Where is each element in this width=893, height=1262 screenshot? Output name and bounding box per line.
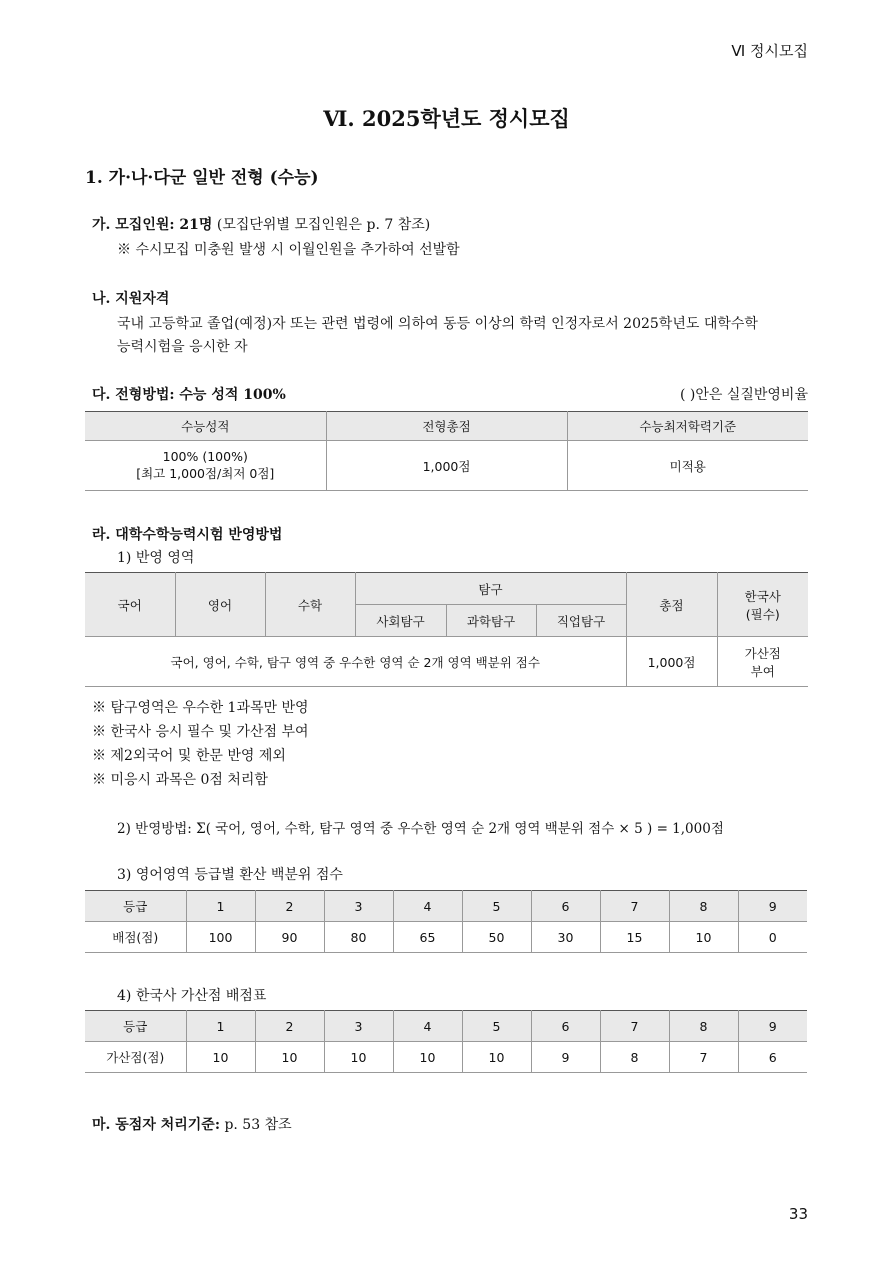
area-header-english: 영어 (175, 573, 265, 637)
area-bonus-line2: 부여 (750, 663, 775, 679)
history-grade-2: 2 (255, 1011, 324, 1042)
area-history-bonus (717, 637, 808, 687)
history-grade-9: 9 (738, 1011, 807, 1042)
csat-sub2-formula: 2) 반영방법: Σ( 국어, 영어, 수학, 탐구 영역 중 우수한 영역 순 2개 영역 백분위 점수 × 5 ) = 1,000점 (117, 821, 724, 837)
english-grade-2: 2 (255, 891, 324, 922)
english-grade-8: 8 (669, 891, 738, 922)
tie-break-detail: p. 53 참조 (224, 1117, 292, 1133)
english-grade-3: 3 (324, 891, 393, 922)
method-right-note: ( )안은 실질반영비율 (679, 387, 808, 403)
page-title: Ⅵ. 2025학년도 정시모집 (323, 106, 570, 131)
area-header-social: 사회탐구 (355, 605, 446, 637)
area-header-vocational: 직업탐구 (536, 605, 626, 637)
csat-area-table (85, 572, 808, 687)
english-grade-9: 9 (738, 891, 807, 922)
english-grade-7: 7 (600, 891, 669, 922)
csat-sub3: 3) 영어영역 등급별 환산 백분위 점수 (117, 867, 343, 883)
recruit-count-line (92, 214, 430, 234)
english-score-4: 65 (393, 922, 462, 953)
method-score-line1: 100% (100%) (162, 449, 248, 464)
area-header-math: 수학 (265, 573, 355, 637)
area-description: 국어, 영어, 수학, 탐구 영역 중 우수한 영역 순 2개 영역 백분위 점수 (85, 637, 626, 687)
csat-sub4: 4) 한국사 가산점 배점표 (117, 988, 267, 1004)
area-header-science: 과학탐구 (446, 605, 536, 637)
history-bonus-1: 10 (186, 1042, 255, 1073)
tie-break-line (92, 1114, 292, 1134)
area-header-history (717, 573, 808, 637)
history-grade-6: 6 (531, 1011, 600, 1042)
method-minimum-cell: 미적용 (567, 441, 808, 491)
method-header-score: 수능성적 (85, 412, 326, 441)
recruit-count-detail: (모집단위별 모집인원은 p. 7 참조) (216, 217, 431, 233)
english-grade-1: 1 (186, 891, 255, 922)
area-header-history-line1: 한국사 (744, 588, 781, 604)
history-grade-1: 1 (186, 1011, 255, 1042)
english-score-5: 50 (462, 922, 531, 953)
english-score-9: 0 (738, 922, 807, 953)
recruit-note: ※ 수시모집 미충원 발생 시 이월인원을 추가하여 선발함 (117, 242, 460, 258)
area-header-total: 총점 (626, 573, 717, 637)
method-table (85, 411, 808, 491)
history-bonus-5: 10 (462, 1042, 531, 1073)
area-header-inquiry: 탐구 (355, 573, 626, 605)
history-grade-4: 4 (393, 1011, 462, 1042)
english-grade-table (85, 890, 807, 953)
history-bonus-9: 6 (738, 1042, 807, 1073)
csat-sub1: 1) 반영 영역 (117, 550, 195, 566)
english-grade-6: 6 (531, 891, 600, 922)
note-1: ※ 탐구영역은 우수한 1과목만 반영 (92, 700, 309, 716)
area-header-history-line2: (필수) (745, 606, 780, 622)
english-grade-header-label: 등급 (85, 891, 186, 922)
history-bonus-7: 8 (600, 1042, 669, 1073)
note-3: ※ 제2외국어 및 한문 반영 제외 (92, 748, 286, 764)
history-bonus-table (85, 1010, 807, 1073)
history-bonus-4: 10 (393, 1042, 462, 1073)
english-score-7: 15 (600, 922, 669, 953)
english-score-1: 100 (186, 922, 255, 953)
history-grade-5: 5 (462, 1011, 531, 1042)
page-number: 33 (788, 1205, 808, 1223)
history-bonus-3: 10 (324, 1042, 393, 1073)
history-bonus-label: 가산점(점) (85, 1042, 186, 1073)
eligibility-text-2: 능력시험을 응시한 자 (117, 339, 248, 355)
tie-break-label: 마. 동점자 처리기준: (92, 1117, 220, 1133)
csat-label: 라. 대학수학능력시험 반영방법 (92, 527, 283, 543)
english-grade-5: 5 (462, 891, 531, 922)
section-title: 1. 가·나·다군 일반 전형 (수능) (85, 168, 319, 188)
history-grade-8: 8 (669, 1011, 738, 1042)
english-score-3: 80 (324, 922, 393, 953)
recruit-count-label: 가. 모집인원: 21명 (92, 217, 213, 233)
method-total-cell: 1,000점 (326, 441, 567, 491)
history-bonus-6: 9 (531, 1042, 600, 1073)
history-grade-7: 7 (600, 1011, 669, 1042)
method-score-cell (85, 441, 326, 491)
eligibility-label: 나. 지원자격 (92, 291, 170, 307)
note-4: ※ 미응시 과목은 0점 처리함 (92, 772, 268, 788)
history-grade-header-label: 등급 (85, 1011, 186, 1042)
english-score-2: 90 (255, 922, 324, 953)
english-score-8: 10 (669, 922, 738, 953)
method-header-total: 전형총점 (326, 412, 567, 441)
method-label: 다. 전형방법: 수능 성적 100% (92, 387, 286, 403)
english-grade-4: 4 (393, 891, 462, 922)
method-score-line2: [최고 1,000점/최저 0점] (136, 466, 275, 481)
eligibility-text-1: 국내 고등학교 졸업(예정)자 또는 관련 법령에 의하여 동등 이상의 학력 인정자로서 2025학년도 대학수학 (117, 316, 758, 332)
history-grade-3: 3 (324, 1011, 393, 1042)
history-bonus-8: 7 (669, 1042, 738, 1073)
area-total-value: 1,000점 (626, 637, 717, 687)
method-header-minimum: 수능최저학력기준 (567, 412, 808, 441)
running-header: Ⅵ 정시모집 (731, 42, 808, 60)
note-2: ※ 한국사 응시 필수 및 가산점 부여 (92, 724, 309, 740)
english-score-label: 배점(점) (85, 922, 186, 953)
english-score-6: 30 (531, 922, 600, 953)
area-header-korean: 국어 (85, 573, 175, 637)
history-bonus-2: 10 (255, 1042, 324, 1073)
area-bonus-line1: 가산점 (744, 645, 781, 661)
